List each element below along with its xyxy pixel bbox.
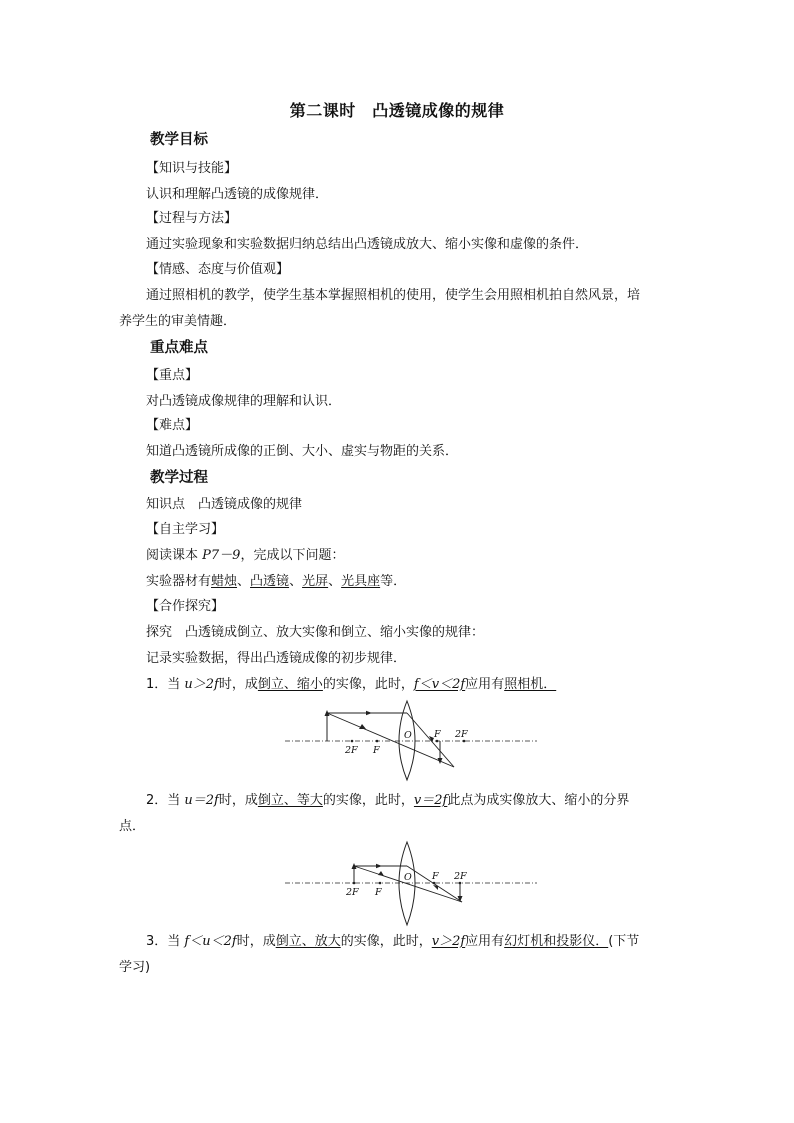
text-equipment: 实验器材有蜡烛、凸透镜、光屏、光具座等． (146, 574, 407, 589)
answer-optical-bench: 光具座 (341, 574, 381, 589)
heading-teaching-goals: 教学目标 (150, 132, 208, 148)
label-emotion-values: 【情感、态度与价值观】 (146, 262, 290, 277)
page-title: 第二课时 凸透镜成像的规律 (289, 101, 505, 120)
rule-item-2: 2．当 u＝2f时，成倒立、等大的实像，此时，v＝2f此点为成实像放大、缩小的分界 (146, 793, 630, 808)
refracted-ray (407, 713, 454, 767)
answer-projector: 幻灯机和投影仪． (504, 934, 609, 949)
label-optical-center: O (404, 730, 412, 741)
textbook-page-ref: P7－9 (202, 548, 241, 563)
label-process-method: 【过程与方法】 (146, 211, 238, 226)
text-emotion-values-1: 通过照相机的教学，使学生基本掌握照相机的使用，使学生会用照相机拍自然风景，培 (146, 288, 641, 303)
answer-camera: 照相机． (504, 677, 557, 692)
answer-convex-lens: 凸透镜 (250, 574, 290, 589)
label-knowledge-skills: 【知识与技能】 (146, 161, 238, 176)
center-ray (327, 713, 454, 767)
rule-item-2-cont: 点． (119, 819, 146, 834)
label-2f-left: 2F (346, 887, 359, 898)
heading-key-difficult: 重点难点 (150, 340, 208, 356)
answer-candle: 蜡烛 (211, 574, 238, 589)
text-knowledge-skills: 认识和理解凸透镜的成像规律． (146, 187, 329, 202)
text-record-data: 记录实验数据，得出凸透镜成像的初步规律． (146, 651, 407, 666)
answer-image-distance-3: v＞2f (431, 934, 466, 949)
lens-diagram-2 (282, 840, 540, 928)
label-f-left: F (373, 745, 380, 756)
rule-item-3-cont: 学习) (119, 960, 151, 975)
label-difficult-point: 【难点】 (146, 418, 199, 433)
text-emotion-values-2: 养学生的审美情趣． (119, 314, 237, 329)
text-reading-task: 阅读课本 P7－9，完成以下问题： (146, 548, 345, 563)
label-cooperative-inquiry: 【合作探究】 (146, 599, 225, 614)
label-optical-center: O (404, 872, 412, 883)
label-f-right: F (432, 871, 439, 882)
label-f-left: F (375, 887, 382, 898)
answer-screen: 光屏 (302, 574, 329, 589)
text-difficult-point: 知道凸透镜所成像的正倒、大小、虚实与物距的关系． (146, 444, 459, 459)
lens-diagram-1 (282, 698, 540, 782)
text-process-method: 通过实验现象和实验数据归纳总结出凸透镜成放大、缩小实像和虚像的条件． (146, 237, 589, 252)
knowledge-point-title: 知识点 凸透镜成像的规律 (146, 497, 303, 512)
rule-item-1: 1．当 u＞2f时，成倒立、缩小的实像，此时，f＜v＜2f应用有照相机． (146, 677, 557, 692)
rule-item-3: 3．当 f＜u＜2f时，成倒立、放大的实像，此时，v＞2f应用有幻灯机和投影仪．(下节 (146, 934, 640, 949)
text-inquiry-topic: 探究 凸透镜成倒立、放大实像和倒立、缩小实像的规律： (146, 625, 485, 640)
answer-inverted-enlarged: 倒立、放大 (275, 934, 341, 949)
text-key-point: 对凸透镜成像规律的理解和认识． (146, 394, 342, 409)
label-key-point: 【重点】 (146, 368, 199, 383)
label-2f-right: 2F (454, 871, 467, 882)
label-self-study: 【自主学习】 (146, 522, 225, 537)
answer-image-distance-1: f＜v＜2f (413, 677, 466, 692)
label-2f-right: 2F (455, 729, 468, 740)
answer-inverted-reduced: 倒立、缩小 (257, 677, 323, 692)
label-2f-left: 2F (345, 745, 358, 756)
answer-image-distance-2: v＝2f (413, 793, 448, 808)
heading-teaching-process: 教学过程 (150, 470, 208, 486)
label-f-right: F (434, 729, 441, 740)
answer-inverted-equal: 倒立、等大 (257, 793, 323, 808)
